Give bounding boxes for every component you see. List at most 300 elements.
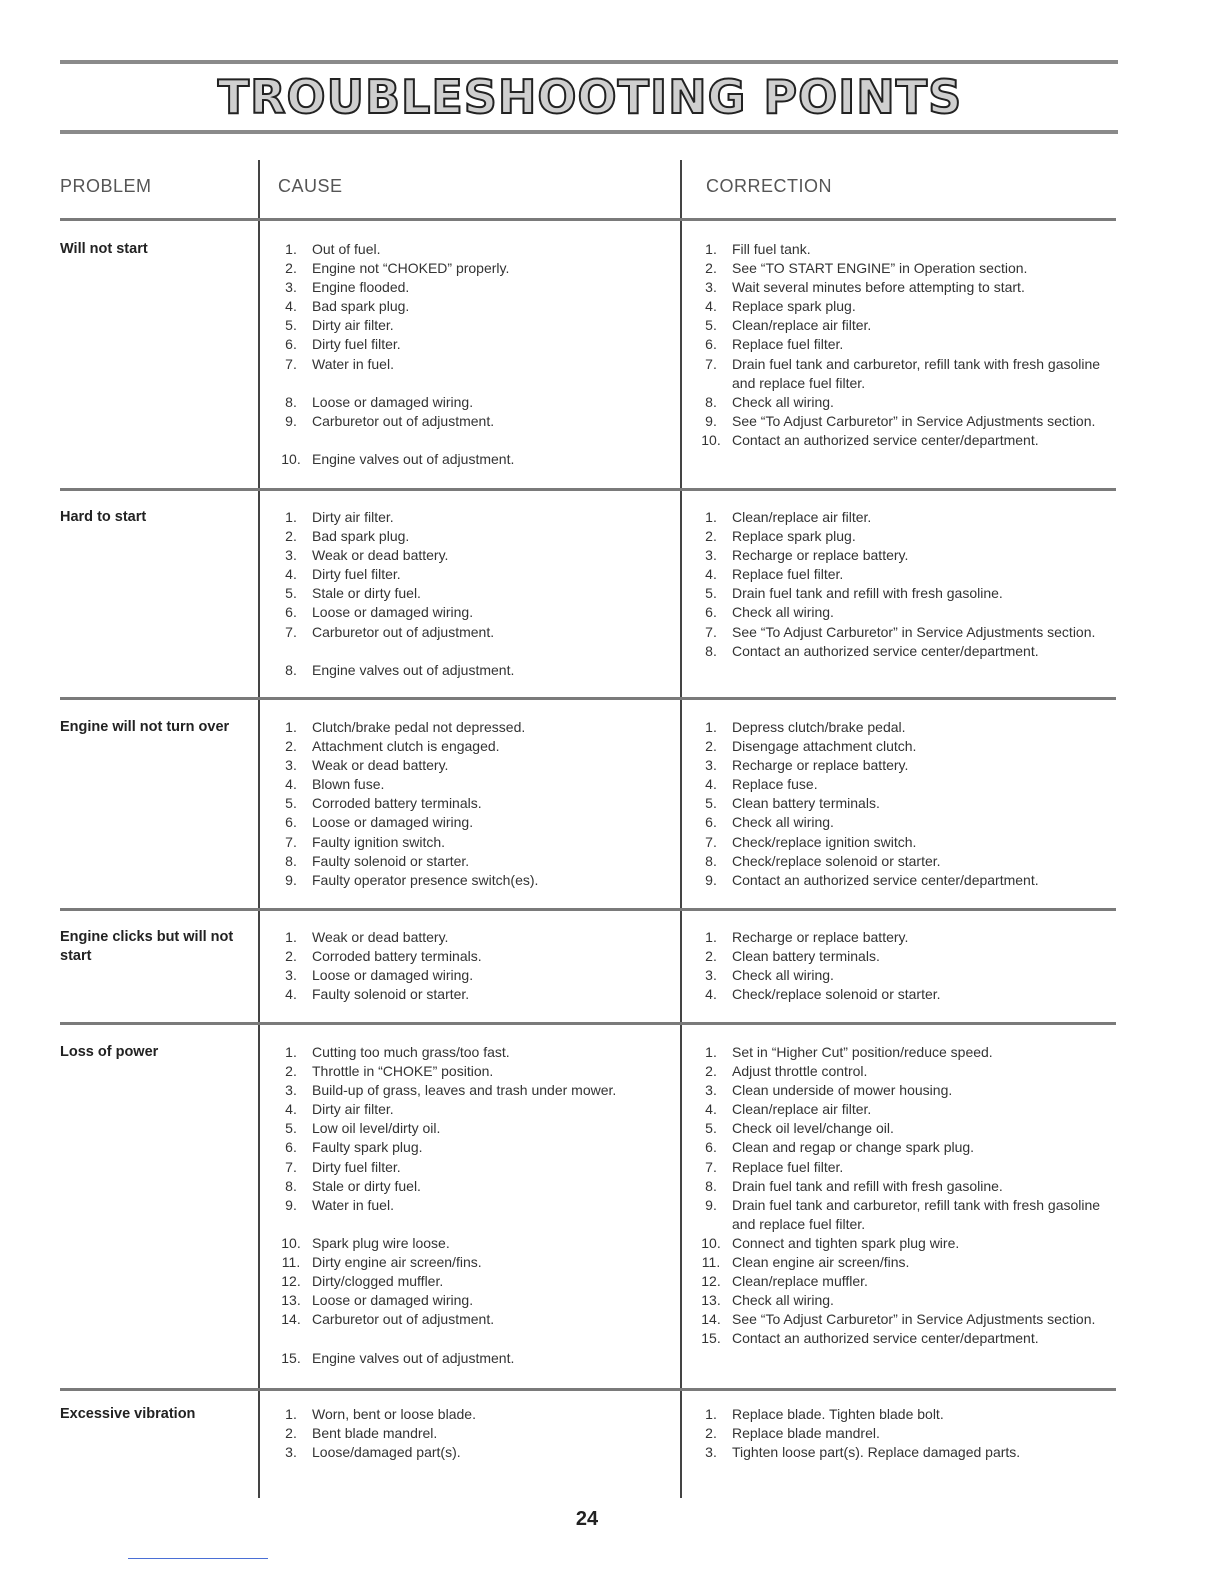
item-number: 5.	[285, 585, 297, 602]
correction-item	[690, 1081, 1110, 1100]
correction-item	[690, 1158, 1110, 1177]
cause-item	[270, 947, 670, 966]
correction-item	[690, 1272, 1110, 1291]
item-text: Replace fuse.	[732, 776, 818, 793]
item-text: Dirty fuel filter.	[312, 1158, 401, 1175]
cause-item	[270, 240, 670, 259]
correction-item	[690, 1138, 1110, 1157]
item-number: 5.	[285, 317, 297, 334]
cause-item	[270, 1100, 670, 1119]
cause-item	[270, 623, 670, 642]
item-number: 2.	[285, 948, 297, 965]
header-rule	[60, 218, 1116, 221]
item-number: 1.	[285, 241, 297, 257]
correction-item	[690, 756, 1110, 775]
item-text: Replace fuel filter.	[732, 1158, 844, 1175]
item-number: 5.	[705, 585, 717, 602]
cause-item	[270, 775, 670, 794]
cause-item	[270, 1349, 670, 1368]
item-number: 1.	[705, 509, 717, 525]
item-text: Engine valves out of adjustment.	[312, 661, 515, 678]
item-text: Water in fuel.	[312, 355, 394, 372]
item-number: 2.	[705, 1425, 717, 1442]
cause-item	[270, 813, 670, 832]
item-text: Weak or dead battery.	[312, 929, 449, 945]
item-number: 6.	[285, 336, 297, 353]
cause-item	[270, 374, 670, 393]
item-text: Clean/replace air filter.	[732, 1101, 872, 1118]
item-text: Faulty operator presence switch(es).	[312, 871, 539, 888]
cause-item	[270, 718, 670, 737]
item-text: Loose or damaged wiring.	[312, 393, 474, 410]
correction-item	[690, 335, 1110, 354]
item-number: 10.	[281, 1234, 301, 1251]
item-text: Worn, bent or loose blade.	[312, 1406, 476, 1422]
item-text: Check/replace solenoid or starter.	[732, 852, 941, 869]
item-text: Clean underside of mower housing.	[732, 1082, 953, 1099]
correction-item	[690, 1062, 1110, 1081]
problem-label: Engine clicks but will not start	[60, 929, 234, 964]
item-text: Clean battery terminals.	[732, 795, 880, 812]
correction-item	[690, 813, 1110, 832]
item-text: Bent blade mandrel.	[312, 1425, 438, 1442]
section-divider-rule	[60, 488, 1116, 491]
section-divider-rule	[60, 908, 1116, 911]
item-number: 6.	[285, 604, 297, 621]
correction-item	[690, 393, 1110, 412]
item-number: 8.	[705, 642, 717, 659]
item-number: 1.	[285, 509, 297, 525]
correction-item	[690, 1291, 1110, 1310]
cause-item	[270, 1138, 670, 1157]
cause-list	[270, 1043, 670, 1368]
item-number: 2.	[285, 1063, 297, 1080]
cause-item	[270, 450, 670, 469]
correction-list	[690, 718, 1110, 890]
item-text: Engine flooded.	[312, 279, 410, 296]
correction-item	[690, 737, 1110, 756]
item-text: Cutting too much grass/too fast.	[312, 1044, 510, 1060]
correction-item	[690, 431, 1110, 450]
item-number: 15.	[281, 1349, 301, 1366]
cause-item	[270, 1234, 670, 1253]
problem-label: Loss of power	[60, 1044, 159, 1060]
cause-item	[270, 297, 670, 316]
item-number: 8.	[285, 393, 297, 410]
item-text: Drain fuel tank and carburetor, refill tank with fresh gasoline and replace fuel filter.	[732, 355, 1101, 391]
item-number: 7.	[705, 623, 717, 640]
item-text	[312, 431, 670, 450]
item-text: Replace spark plug.	[732, 298, 856, 315]
item-text: Water in fuel.	[312, 1196, 394, 1213]
item-text: Attachment clutch is engaged.	[312, 738, 500, 755]
correction-item	[690, 508, 1110, 527]
item-text: Throttle in “CHOKE” position.	[312, 1063, 494, 1080]
cause-item	[270, 1177, 670, 1196]
item-text: Check all wiring.	[732, 814, 834, 831]
item-number: 2.	[285, 528, 297, 545]
item-number: 2.	[705, 738, 717, 755]
item-number: 9.	[705, 1196, 717, 1213]
bottom-link-line	[128, 1558, 268, 1559]
cause-list	[270, 508, 670, 680]
item-number: 4.	[285, 298, 297, 315]
cause-item	[270, 412, 670, 431]
item-number: 3.	[285, 1444, 297, 1461]
item-text: Stale or dirty fuel.	[312, 1177, 421, 1194]
item-number: 5.	[705, 1120, 717, 1137]
item-number: 1.	[285, 1044, 297, 1060]
cause-item	[270, 794, 670, 813]
cause-item	[270, 833, 670, 852]
item-number: 3.	[705, 1082, 717, 1099]
item-number: 9.	[285, 1196, 297, 1213]
cause-item	[270, 966, 670, 985]
item-text: Contact an authorized service center/department.	[732, 871, 1039, 888]
cause-item	[270, 737, 670, 756]
item-number: 4.	[705, 298, 717, 315]
item-number: 3.	[285, 547, 297, 564]
section-divider-rule	[60, 697, 1116, 700]
item-number: 3.	[705, 757, 717, 774]
item-text: Stale or dirty fuel.	[312, 585, 421, 602]
item-number: 8.	[285, 1177, 297, 1194]
item-text: Check all wiring.	[732, 967, 834, 984]
title-underline-rule	[60, 130, 1118, 134]
correction-item	[690, 1329, 1110, 1348]
item-text: Dirty/clogged muffler.	[312, 1273, 444, 1290]
item-text: Weak or dead battery.	[312, 757, 449, 774]
correction-item	[690, 259, 1110, 278]
item-number: 2.	[285, 738, 297, 755]
cause-list	[270, 1405, 670, 1462]
correction-item	[690, 1100, 1110, 1119]
item-number: 5.	[705, 317, 717, 334]
cause-item	[270, 852, 670, 871]
cause-item	[270, 1424, 670, 1443]
cause-item	[270, 316, 670, 335]
item-text: Dirty engine air screen/fins.	[312, 1254, 482, 1271]
item-number: 1.	[705, 241, 717, 257]
item-text	[312, 642, 670, 661]
item-number: 10.	[701, 1234, 721, 1251]
correction-item	[690, 985, 1110, 1004]
cause-item	[270, 335, 670, 354]
cause-item	[270, 355, 670, 374]
item-number: 4.	[705, 986, 717, 1003]
item-text: Contact an authorized service center/department.	[732, 431, 1039, 448]
item-number: 5.	[285, 795, 297, 812]
correction-item	[690, 316, 1110, 335]
item-number: 8.	[285, 661, 297, 678]
correction-item	[690, 1043, 1110, 1062]
correction-item	[690, 966, 1110, 985]
cause-item	[270, 278, 670, 297]
item-number: 1.	[285, 1406, 297, 1422]
section-divider-rule	[60, 1388, 1116, 1391]
item-text: Contact an authorized service center/department.	[732, 1330, 1039, 1347]
item-text: Carburetor out of adjustment.	[312, 1311, 495, 1328]
item-text: Loose or damaged wiring.	[312, 604, 474, 621]
item-text: Depress clutch/brake pedal.	[732, 719, 906, 735]
item-number: 8.	[285, 852, 297, 869]
item-number: 9.	[285, 412, 297, 429]
correction-item	[690, 1196, 1110, 1234]
cause-item	[270, 1405, 670, 1424]
cause-item	[270, 1253, 670, 1272]
item-number	[270, 431, 312, 450]
problem-label: Engine will not turn over	[60, 719, 230, 735]
item-number: 3.	[705, 279, 717, 296]
correction-item	[690, 623, 1110, 642]
correction-item	[690, 1119, 1110, 1138]
item-text: Clean engine air screen/fins.	[732, 1254, 910, 1271]
item-number: 11.	[701, 1254, 721, 1271]
page-number: 24	[575, 1508, 599, 1530]
item-text: Clean and regap or change spark plug.	[732, 1139, 975, 1156]
problem-label: Hard to start	[60, 509, 147, 525]
cause-list	[270, 928, 670, 1004]
item-text: Disengage attachment clutch.	[732, 738, 917, 755]
correction-item	[690, 1234, 1110, 1253]
cause-item	[270, 1062, 670, 1081]
item-text: Faulty spark plug.	[312, 1139, 423, 1156]
item-text: Check oil level/change oil.	[732, 1120, 894, 1137]
cause-item	[270, 1196, 670, 1215]
item-number: 7.	[705, 355, 717, 372]
item-text: Weak or dead battery.	[312, 547, 449, 564]
correction-item	[690, 278, 1110, 297]
correction-item	[690, 412, 1110, 431]
correction-item	[690, 355, 1110, 393]
item-number: 6.	[285, 814, 297, 831]
item-number: 13.	[281, 1292, 301, 1309]
cause-item	[270, 985, 670, 1004]
item-number: 1.	[285, 719, 297, 735]
correction-item	[690, 928, 1110, 947]
item-text: Tighten loose part(s). Replace damaged parts.	[732, 1444, 1021, 1461]
item-number: 9.	[705, 871, 717, 888]
cause-item	[270, 642, 670, 661]
item-text: Clean battery terminals.	[732, 948, 880, 965]
cause-item	[270, 527, 670, 546]
header-cause: CAUSE	[278, 176, 343, 196]
item-number: 13.	[701, 1292, 721, 1309]
item-text: Out of fuel.	[312, 241, 381, 257]
item-number: 3.	[285, 757, 297, 774]
item-text: Engine valves out of adjustment.	[312, 1349, 515, 1366]
correction-item	[690, 718, 1110, 737]
item-text: Blown fuse.	[312, 776, 385, 793]
correction-item	[690, 947, 1110, 966]
item-number: 6.	[705, 336, 717, 353]
item-number: 6.	[285, 1139, 297, 1156]
cause-item	[270, 1291, 670, 1310]
item-number: 2.	[705, 528, 717, 545]
item-text: Build-up of grass, leaves and trash under mower.	[312, 1082, 617, 1099]
item-number: 7.	[285, 623, 297, 640]
page-title: TROUBLESHOOTING POINTS	[217, 70, 963, 124]
item-text: Recharge or replace battery.	[732, 547, 909, 564]
item-text: See “To Adjust Carburetor” in Service Adjustments section.	[732, 1311, 1096, 1328]
item-number: 5.	[705, 795, 717, 812]
item-text	[312, 1329, 670, 1348]
item-number: 2.	[285, 260, 297, 277]
cause-item	[270, 1158, 670, 1177]
item-number: 3.	[705, 1444, 717, 1461]
item-number: 9.	[285, 871, 297, 888]
item-text: Loose or damaged wiring.	[312, 814, 474, 831]
item-number: 2.	[705, 260, 717, 277]
item-text: Bad spark plug.	[312, 528, 410, 545]
item-text: Replace fuel filter.	[732, 566, 844, 583]
item-text: Fill fuel tank.	[732, 241, 811, 257]
cause-item	[270, 1310, 670, 1329]
cause-item	[270, 1043, 670, 1062]
column-divider-correction	[680, 160, 682, 1498]
item-text: Dirty air filter.	[312, 1101, 394, 1118]
item-number: 4.	[705, 1101, 717, 1118]
item-text: Drain fuel tank and refill with fresh gasoline.	[732, 1177, 1003, 1194]
item-number: 7.	[285, 1158, 297, 1175]
correction-list	[690, 508, 1110, 661]
correction-list	[690, 1405, 1110, 1462]
item-number: 4.	[285, 776, 297, 793]
item-text: Dirty fuel filter.	[312, 336, 401, 353]
item-number: 7.	[285, 355, 297, 372]
cause-item	[270, 928, 670, 947]
correction-item	[690, 852, 1110, 871]
item-number: 7.	[705, 833, 717, 850]
correction-item	[690, 240, 1110, 259]
item-text	[312, 1215, 670, 1234]
top-rule	[60, 60, 1118, 64]
item-number: 2.	[285, 1425, 297, 1442]
item-text: Replace spark plug.	[732, 528, 856, 545]
item-text: Check/replace solenoid or starter.	[732, 986, 941, 1003]
item-number: 6.	[705, 604, 717, 621]
item-number: 3.	[705, 967, 717, 984]
cause-item	[270, 584, 670, 603]
correction-item	[690, 833, 1110, 852]
correction-item	[690, 527, 1110, 546]
item-text: See “To Adjust Carburetor” in Service Adjustments section.	[732, 623, 1096, 640]
item-number: 3.	[285, 279, 297, 296]
item-text: Check all wiring.	[732, 1292, 834, 1309]
cause-list	[270, 718, 670, 890]
item-text: Replace blade. Tighten blade bolt.	[732, 1406, 944, 1422]
correction-item	[690, 1424, 1110, 1443]
cause-item	[270, 393, 670, 412]
cause-item	[270, 756, 670, 775]
item-number: 12.	[281, 1273, 301, 1290]
item-text: Faulty ignition switch.	[312, 833, 446, 850]
item-text: Dirty air filter.	[312, 509, 394, 525]
item-text: Clean/replace muffler.	[732, 1273, 868, 1290]
item-text: Faulty solenoid or starter.	[312, 986, 470, 1003]
item-text: See “TO START ENGINE” in Operation section.	[732, 260, 1028, 277]
item-text: Loose/damaged part(s).	[312, 1444, 461, 1461]
item-text: Dirty air filter.	[312, 317, 394, 334]
cause-item	[270, 431, 670, 450]
item-text: Clean/replace air filter.	[732, 317, 872, 334]
item-number: 1.	[705, 929, 717, 945]
item-number: 14.	[701, 1311, 721, 1328]
item-text: Adjust throttle control.	[732, 1063, 868, 1080]
item-text: Replace fuel filter.	[732, 336, 844, 353]
item-text: Loose or damaged wiring.	[312, 1292, 474, 1309]
item-number: 14.	[281, 1311, 301, 1328]
item-number: 12.	[701, 1273, 721, 1290]
item-number: 10.	[281, 451, 301, 468]
correction-list	[690, 928, 1110, 1004]
item-text: Spark plug wire loose.	[312, 1234, 450, 1251]
item-number: 7.	[705, 1158, 717, 1175]
item-text: Corroded battery terminals.	[312, 795, 482, 812]
item-text: Corroded battery terminals.	[312, 948, 482, 965]
item-text: Drain fuel tank and refill with fresh gasoline.	[732, 585, 1003, 602]
problem-label: Excessive vibration	[60, 1406, 196, 1422]
item-text: Clutch/brake pedal not depressed.	[312, 719, 526, 735]
cause-item	[270, 1329, 670, 1348]
item-text: Bad spark plug.	[312, 298, 410, 315]
item-number: 3.	[285, 1082, 297, 1099]
item-text: Engine not “CHOKED” properly.	[312, 260, 510, 277]
item-text: Faulty solenoid or starter.	[312, 852, 470, 869]
item-text: Loose or damaged wiring.	[312, 967, 474, 984]
correction-item	[690, 565, 1110, 584]
item-number: 4.	[285, 986, 297, 1003]
item-number: 7.	[285, 833, 297, 850]
item-text: Carburetor out of adjustment.	[312, 412, 495, 429]
item-number: 6.	[705, 814, 717, 831]
cause-item	[270, 1443, 670, 1462]
correction-item	[690, 603, 1110, 622]
section-divider-rule	[60, 1022, 1116, 1025]
item-text: Set in “Higher Cut” position/reduce speed.	[732, 1044, 993, 1060]
item-text: Contact an authorized service center/department.	[732, 642, 1039, 659]
cause-item	[270, 1272, 670, 1291]
item-number: 5.	[285, 1120, 297, 1137]
item-text: Clean/replace air filter.	[732, 509, 872, 525]
cause-item	[270, 1119, 670, 1138]
correction-item	[690, 297, 1110, 316]
correction-item	[690, 1405, 1110, 1424]
cause-item	[270, 1215, 670, 1234]
item-text: Recharge or replace battery.	[732, 929, 909, 945]
item-number: 9.	[705, 412, 717, 429]
problem-label: Will not start	[60, 241, 148, 257]
cause-item	[270, 565, 670, 584]
correction-item	[690, 584, 1110, 603]
item-number: 11.	[281, 1254, 301, 1271]
column-divider-cause	[258, 160, 260, 1498]
correction-item	[690, 775, 1110, 794]
item-number	[270, 1215, 312, 1234]
item-text: Carburetor out of adjustment.	[312, 623, 495, 640]
item-number	[270, 374, 312, 393]
item-number: 4.	[705, 776, 717, 793]
item-number: 6.	[705, 1139, 717, 1156]
item-number: 3.	[705, 547, 717, 564]
item-number	[270, 1329, 312, 1348]
item-text: Low oil level/dirty oil.	[312, 1120, 441, 1137]
item-number: 2.	[705, 948, 717, 965]
item-number: 1.	[705, 1044, 717, 1060]
cause-item	[270, 259, 670, 278]
item-number: 8.	[705, 393, 717, 410]
correction-item	[690, 871, 1110, 890]
